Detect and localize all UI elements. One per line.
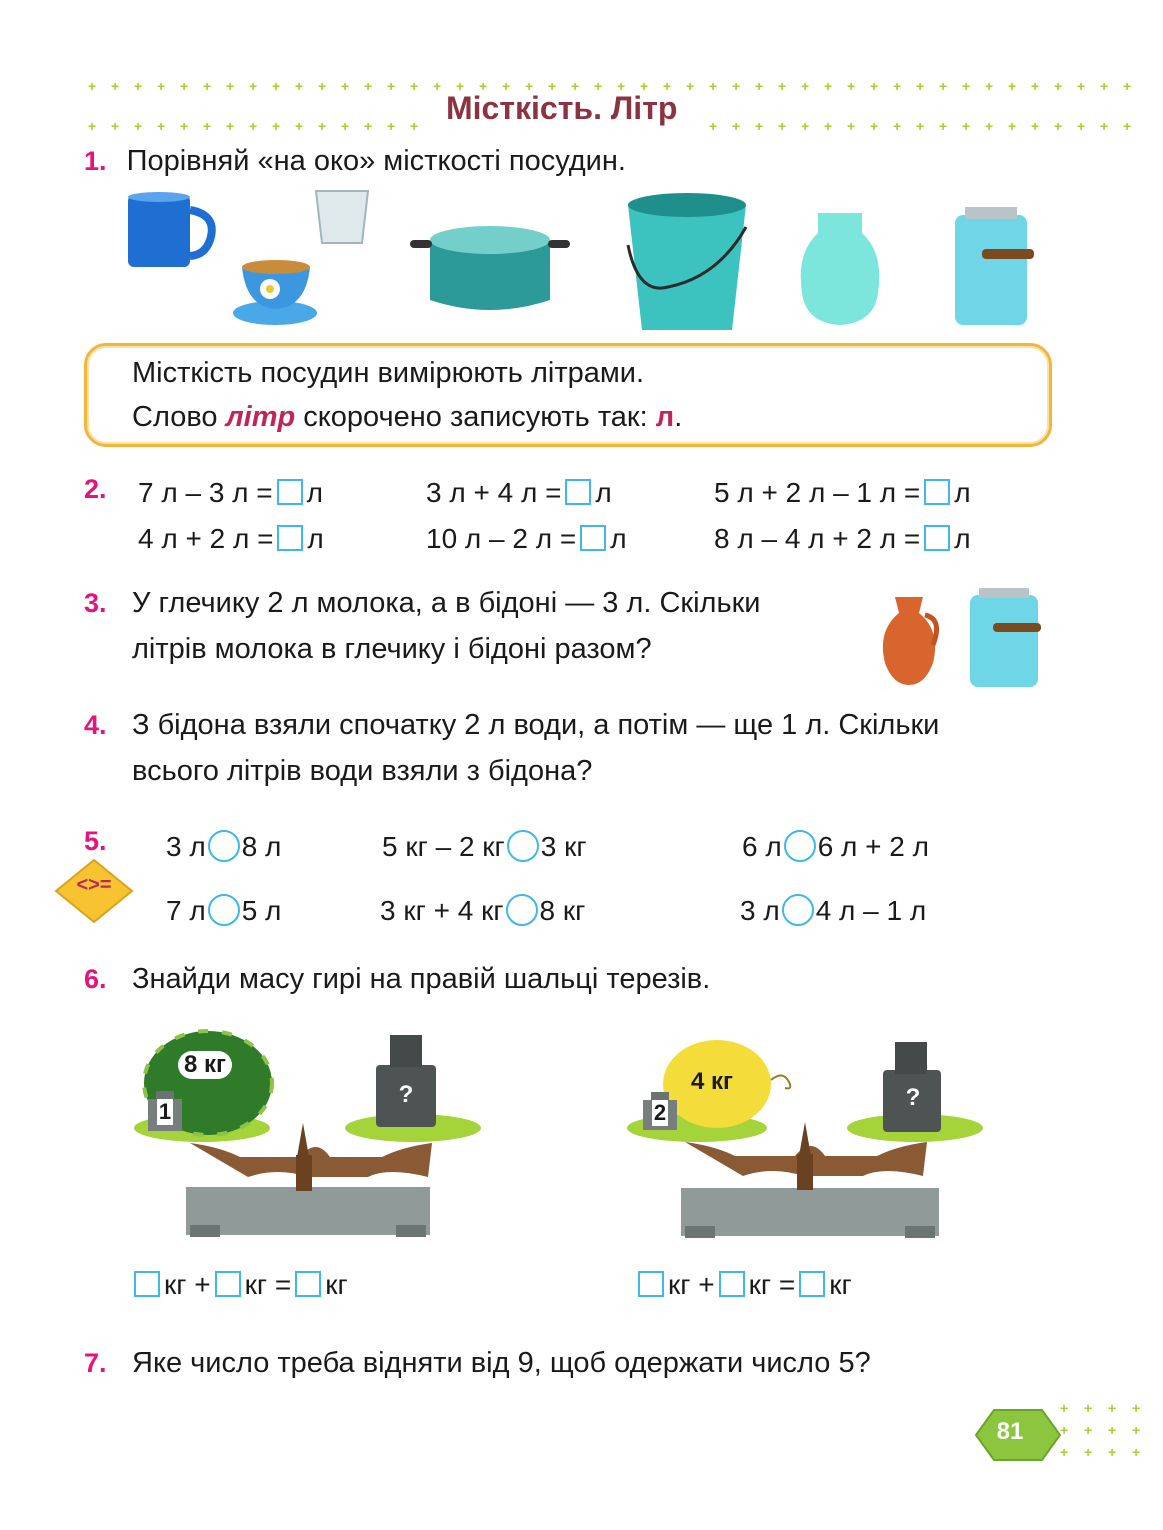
milk-can-icon [955, 207, 1034, 325]
dot-decoration: + [1054, 78, 1063, 94]
equation-text: 7 л – 3 л = [138, 477, 273, 508]
teacup-icon [233, 260, 317, 325]
dot-decoration: + [203, 118, 212, 134]
dot-decoration: + [1084, 1400, 1093, 1416]
task-text: Порівняй «на око» місткості посудин. [126, 145, 626, 177]
dot-decoration: + [1123, 118, 1132, 134]
dot-decoration: + [456, 78, 465, 94]
badge-text: <>= [76, 874, 112, 896]
vessels-illustration [120, 185, 1040, 335]
rule-word: літр [225, 401, 296, 433]
equation-text: 8 л – 4 л + 2 л = [714, 523, 921, 554]
dot-decoration: + [1084, 1444, 1093, 1460]
dot-decoration: + [1008, 118, 1017, 134]
equation-unit: л [595, 477, 612, 508]
dot-decoration: + [433, 78, 442, 94]
comparison-left: 3 л [740, 895, 780, 926]
dot-decoration: + [134, 118, 143, 134]
dot-decoration: + [226, 78, 235, 94]
page-title: Місткість. Літр [446, 90, 678, 126]
dot-decoration: + [893, 78, 902, 94]
dot-decoration: + [341, 118, 350, 134]
comparison [380, 888, 585, 934]
answer-box[interactable] [638, 1271, 664, 1297]
dot-decoration: + [755, 78, 764, 94]
equation-unit: л [954, 523, 971, 554]
dot-decoration: + [180, 118, 189, 134]
dot-decoration: + [1123, 78, 1132, 94]
scale-equation-1 [130, 1262, 348, 1308]
equation [426, 516, 627, 562]
comparison-right: 6 л + 2 л [817, 831, 929, 862]
dot-decoration: + [732, 78, 741, 94]
dot-decoration: + [962, 78, 971, 94]
dot-decoration: + [1060, 1422, 1069, 1438]
jug-and-can-illustration [875, 585, 1045, 690]
rule-line-2 [132, 394, 682, 440]
dot-decoration: + [1084, 1422, 1093, 1438]
dot-decoration: + [847, 118, 856, 134]
unit: кг [668, 1269, 691, 1300]
dot-decoration: + [249, 118, 258, 134]
dot-decoration: + [985, 118, 994, 134]
dot-decoration: + [1132, 1400, 1141, 1416]
mug-icon [128, 192, 212, 267]
task-text: Знайди масу гирі на правій шальці терезів. [132, 963, 711, 995]
scale-2 [625, 1030, 985, 1260]
dot-decoration: + [1132, 1422, 1141, 1438]
task-text: У глечику 2 л молока, а в бідоні — 3 л. Скільки [132, 587, 761, 619]
fruit-label: 4 кг [691, 1068, 734, 1095]
dot-decoration: + [1060, 1400, 1069, 1416]
dot-decoration: + [939, 78, 948, 94]
dot-decoration: + [1054, 118, 1063, 134]
page-number-badge [972, 1406, 1062, 1464]
dot-decoration: + [985, 78, 994, 94]
comparison-right: 8 кг [539, 895, 586, 926]
dot-decoration: + [272, 78, 281, 94]
task-number: 5. [84, 826, 107, 856]
compare-signs-badge [54, 858, 134, 924]
comparison-right: 8 л [241, 831, 282, 862]
unit: кг [325, 1269, 348, 1300]
comparison-left: 3 кг + 4 кг [380, 895, 504, 926]
dot-decoration: + [295, 78, 304, 94]
unit: кг [748, 1269, 772, 1300]
dot-decoration: + [893, 118, 902, 134]
fruit-label: 8 кг [178, 1051, 232, 1079]
equals-sign: = [274, 1269, 292, 1300]
vase-icon [801, 213, 880, 325]
compare-circle[interactable] [507, 830, 539, 862]
glass-icon [316, 191, 368, 243]
dot-decoration: + [870, 78, 879, 94]
dot-decoration: + [1100, 118, 1109, 134]
comparison [166, 888, 281, 934]
dot-decoration: + [916, 78, 925, 94]
task-number: 6. [84, 964, 107, 994]
dot-decoration: + [824, 118, 833, 134]
dot-decoration: + [548, 78, 557, 94]
dot-decoration: + [318, 118, 327, 134]
scale-icon [130, 1015, 490, 1245]
dot-decoration: + [1031, 78, 1040, 94]
scale-equation-2 [634, 1262, 852, 1308]
page-number: 81 [996, 1418, 1024, 1445]
answer-box[interactable] [580, 525, 606, 551]
dot-decoration: + [502, 78, 511, 94]
dot-decoration: + [1100, 78, 1109, 94]
dot-decoration: + [709, 78, 718, 94]
big-weight-label: ? [905, 1084, 921, 1111]
compare-circle[interactable] [782, 894, 814, 926]
task-number: 1. [84, 146, 107, 176]
dot-decoration: + [410, 78, 419, 94]
dot-decoration: + [870, 118, 879, 134]
equals-sign: = [778, 1269, 796, 1300]
unit: кг [244, 1269, 268, 1300]
equation-unit: л [307, 523, 324, 554]
dot-decoration: + [1031, 118, 1040, 134]
dot-decoration: + [778, 118, 787, 134]
task-number: 2. [84, 474, 107, 504]
task-number: 7. [84, 1348, 107, 1378]
task-1 [84, 138, 626, 184]
plus-sign: + [194, 1269, 211, 1300]
task-text: Яке число треба відняти від 9, щоб одержати число 5? [132, 1347, 871, 1379]
equation-unit: л [610, 523, 627, 554]
compare-circle[interactable] [208, 830, 240, 862]
equation [426, 470, 612, 516]
comparison-left: 3 л [166, 831, 206, 862]
dot-decoration: + [640, 78, 649, 94]
dot-decoration: + [341, 78, 350, 94]
dot-decoration: + [1008, 78, 1017, 94]
comparison [742, 824, 929, 870]
equation-text: 3 л + 4 л = [426, 477, 562, 508]
dot-decoration: + [88, 78, 97, 94]
compare-circle[interactable] [506, 894, 538, 926]
comparison-right: 5 л [241, 895, 282, 926]
equation-text: 4 л + 2 л = [138, 523, 274, 554]
dot-decoration: + [1108, 1444, 1117, 1460]
equation [138, 516, 324, 562]
dot-decoration: + [732, 118, 741, 134]
dot-decoration: + [778, 78, 787, 94]
dot-decoration: + [1060, 1444, 1069, 1460]
pot-icon [410, 226, 570, 310]
dot-decoration: + [962, 118, 971, 134]
answer-box[interactable] [924, 479, 950, 505]
dot-decoration: + [272, 118, 281, 134]
dot-decoration: + [410, 118, 419, 134]
comparison-left: 7 л [166, 895, 206, 926]
dot-decoration: + [111, 118, 120, 134]
comparison [740, 888, 926, 934]
comparison-right: 4 л – 1 л [815, 895, 927, 926]
unit: кг [829, 1269, 852, 1300]
dot-decoration: + [157, 118, 166, 134]
answer-box[interactable] [215, 1271, 241, 1297]
dot-decoration: + [134, 78, 143, 94]
dot-decoration: + [824, 78, 833, 94]
equation-unit: л [306, 477, 323, 508]
dot-decoration: + [180, 78, 189, 94]
equation [714, 470, 971, 516]
answer-box[interactable] [134, 1271, 160, 1297]
dot-decoration: + [364, 78, 373, 94]
answer-box[interactable] [295, 1271, 321, 1297]
answer-box[interactable] [277, 525, 303, 551]
unit: кг [164, 1269, 187, 1300]
answer-box[interactable] [565, 479, 591, 505]
comparison-left: 5 кг – 2 кг [382, 831, 505, 862]
big-weight-label: ? [398, 1081, 414, 1108]
comparison-right: 3 кг [540, 831, 587, 862]
small-weight-label: 2 [653, 1100, 667, 1125]
milk-can-icon [970, 588, 1041, 687]
answer-box[interactable] [719, 1271, 745, 1297]
dot-decoration: + [525, 78, 534, 94]
scale-1 [130, 1015, 490, 1245]
comparison [166, 824, 281, 870]
compare-circle[interactable] [784, 830, 816, 862]
dot-decoration: + [755, 118, 764, 134]
dot-decoration: + [111, 78, 120, 94]
dot-decoration: + [916, 118, 925, 134]
dot-decoration: + [709, 118, 718, 134]
plus-sign: + [698, 1269, 715, 1300]
dot-decoration: + [571, 78, 580, 94]
dot-decoration: + [939, 118, 948, 134]
compare-circle[interactable] [208, 894, 240, 926]
dot-decoration: + [1108, 1422, 1117, 1438]
dot-decoration: + [663, 78, 672, 94]
rule-abbr: л [655, 401, 675, 433]
dot-decoration: + [801, 118, 810, 134]
dot-decoration: + [226, 118, 235, 134]
task-text: всього літрів води взяли з бідона? [132, 755, 593, 787]
rule-text: Слово [132, 401, 226, 433]
dot-decoration: + [387, 78, 396, 94]
equation-text: 5 л + 2 л – 1 л = [714, 477, 921, 508]
task-number: 3. [84, 588, 107, 618]
dot-decoration: + [318, 78, 327, 94]
equation-text: 10 л – 2 л = [426, 523, 577, 554]
rule-text: скорочено записують так: [295, 401, 656, 433]
small-weight-label: 1 [158, 1099, 172, 1124]
dot-decoration: + [801, 78, 810, 94]
dot-decoration: + [1077, 78, 1086, 94]
task-number: 4. [84, 710, 107, 740]
scale-icon [625, 1030, 985, 1260]
dot-decoration: + [847, 78, 856, 94]
dot-decoration: + [249, 78, 258, 94]
dot-decoration: + [203, 78, 212, 94]
equation [138, 470, 323, 516]
bottom-dots [1050, 1400, 1160, 1470]
dot-decoration: + [686, 78, 695, 94]
bucket-icon [628, 193, 746, 330]
dot-decoration: + [1132, 1444, 1141, 1460]
equation-unit: л [954, 477, 971, 508]
dot-decoration: + [617, 78, 626, 94]
task-text: літрів молока в глечику і бідоні разом? [132, 633, 652, 665]
rule-line-1: Місткість посудин вимірюють літрами. [132, 357, 645, 389]
jug-icon [883, 597, 937, 685]
rule-text: . [674, 401, 683, 433]
dot-decoration: + [157, 78, 166, 94]
answer-box[interactable] [277, 479, 303, 505]
dot-decoration: + [594, 78, 603, 94]
dot-decoration: + [88, 118, 97, 134]
task-text: З бідона взяли спочатку 2 л води, а потім — ще 1 л. Скільки [132, 709, 940, 741]
dot-decoration: + [479, 78, 488, 94]
dot-decoration: + [364, 118, 373, 134]
dot-decoration: + [1108, 1400, 1117, 1416]
dot-decoration: + [295, 118, 304, 134]
dot-decoration: + [387, 118, 396, 134]
dot-decoration: + [1077, 118, 1086, 134]
comparison-left: 6 л [742, 831, 782, 862]
equation [714, 516, 971, 562]
answer-box[interactable] [924, 525, 950, 551]
answer-box[interactable] [799, 1271, 825, 1297]
comparison [382, 824, 587, 870]
